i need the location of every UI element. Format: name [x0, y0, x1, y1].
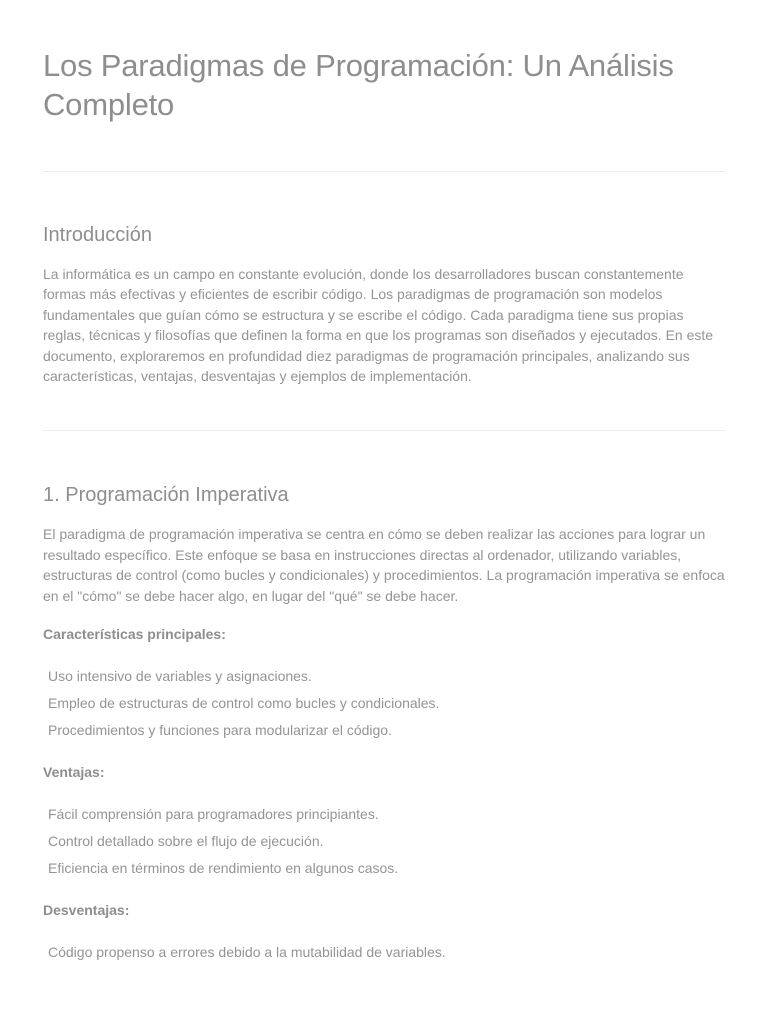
introduction-section	[43, 222, 725, 386]
imperative-heading: 1. Programación Imperativa	[43, 484, 289, 507]
document-title: Los Paradigmas de Programación: Un Análisis Completo	[43, 48, 674, 122]
disadvantages-list	[43, 939, 725, 966]
imperative-paragraph: El paradigma de programación imperativa se centra en cómo se deben realizar las acciones para lograr un resultado específico. Este enfoque se basa en instrucciones directas al ordenador, utilizando variables, estructuras de control (como bucles y condicionales) y procedimientos. La programación imperativa se enfoca en el "cómo" se debe hacer algo, en lugar del "qué" se debe hacer.	[43, 526, 725, 604]
disadvantages-heading: Desventajas:	[43, 902, 130, 919]
list-item: Fácil comprensión para programadores principiantes.	[48, 806, 379, 823]
features-heading: Características principales:	[43, 626, 226, 643]
section-divider	[43, 171, 725, 172]
list-item: Procedimientos y funciones para modularizar el código.	[48, 722, 392, 739]
section-divider	[43, 430, 725, 431]
introduction-heading: Introducción	[43, 224, 152, 246]
list-item: Código propenso a errores debido a la mutabilidad de variables.	[48, 944, 446, 961]
list-item: Eficiencia en términos de rendimiento en algunos casos.	[48, 860, 399, 877]
list-item: Uso intensivo de variables y asignaciones.	[48, 668, 312, 685]
advantages-list	[43, 801, 725, 882]
advantages-heading: Ventajas:	[43, 764, 105, 781]
list-item: Control detallado sobre el flujo de ejecución.	[48, 833, 324, 850]
introduction-paragraph: La informática es un campo en constante evolución, donde los desarrolladores buscan constantemente formas más efectivas y eficientes de escribir código. Los paradigmas de programación son modelos fundamentales que guían cómo se estructura y se escribe el código. Cada paradigma tiene sus propias reglas, técnicas y filosofías que definen la forma en que los programas son diseñados y ejecutados. En este documento, exploraremos en profundidad diez paradigmas de programación principales, analizando sus características, ventajas, desventajas y ejemplos de implementación.	[43, 266, 714, 385]
imperative-section	[43, 482, 725, 966]
list-item: Empleo de estructuras de control como bucles y condicionales.	[48, 695, 440, 712]
features-list	[43, 663, 725, 744]
